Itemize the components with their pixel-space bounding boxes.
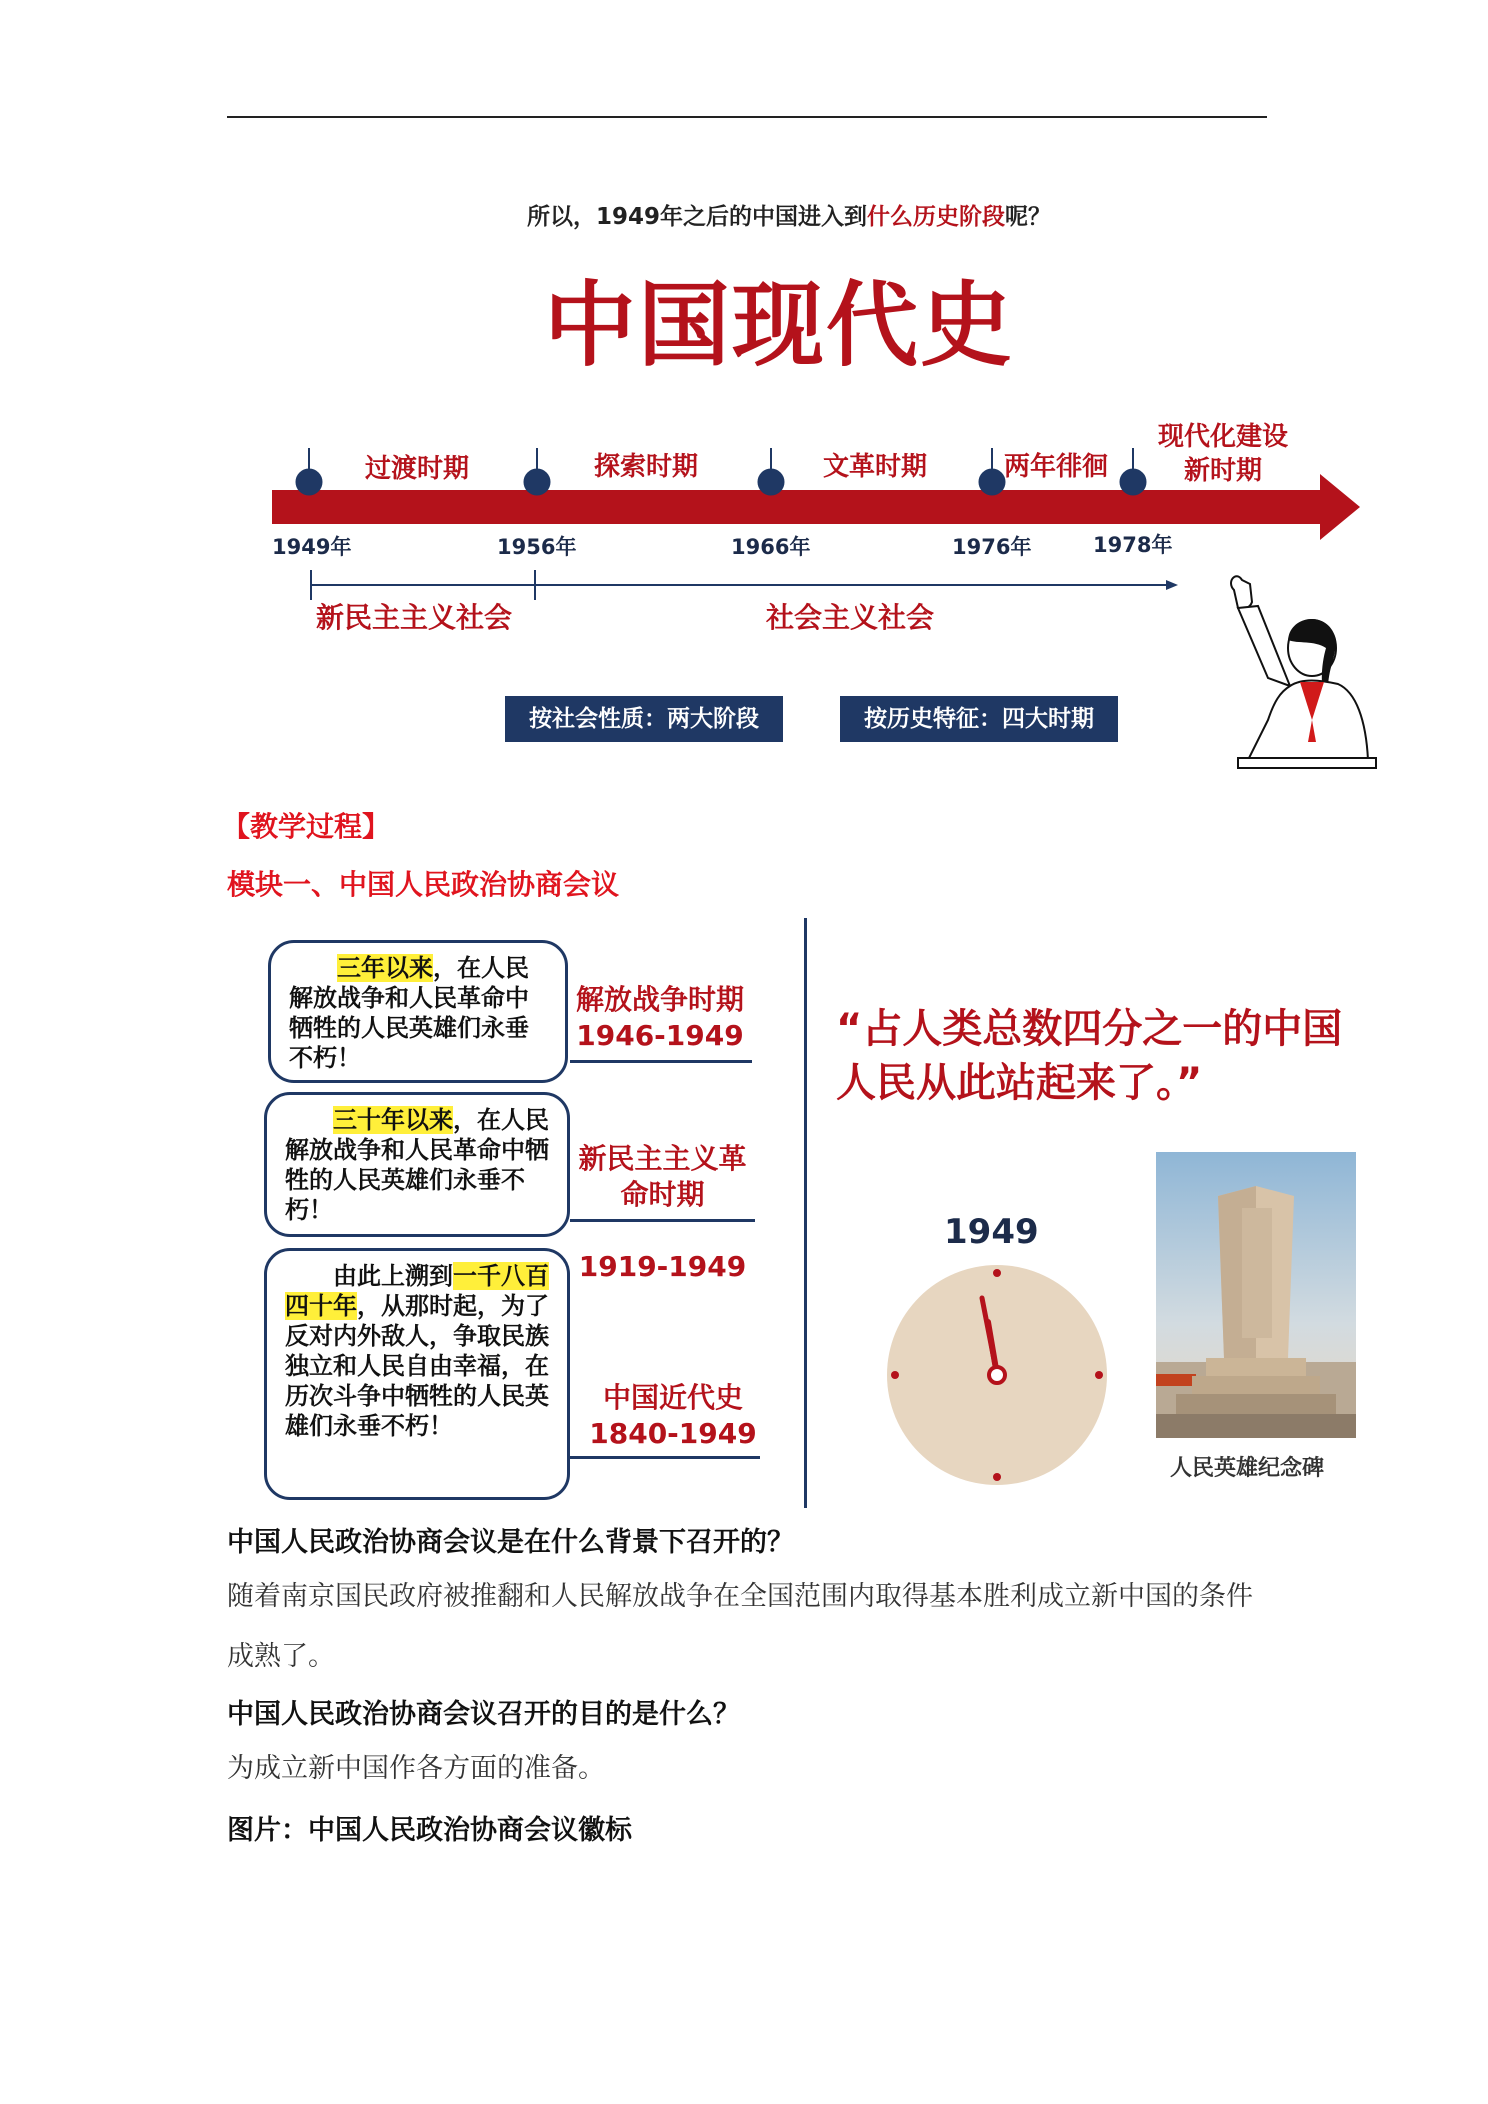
era-range: 1919-1949 — [578, 1250, 747, 1283]
figure-divider — [804, 918, 807, 1508]
image-caption: 图片：中国人民政治协商会议徽标 — [227, 1815, 632, 1846]
era-name: 中国近代史 — [602, 1381, 743, 1414]
era-liberation-war — [570, 982, 750, 1054]
box-by-nature: 按社会性质：两大阶段 — [505, 696, 783, 742]
year-label: 1956年 — [497, 535, 577, 559]
mao-quote: “占人类总数四分之一的中国 人民从此站起来了。” — [836, 1006, 1343, 1106]
period-modernization: 现代化建设 新时期 — [1158, 422, 1289, 486]
question-background: 中国人民政治协商会议是在什么背景下召开的？ — [227, 1527, 794, 1558]
era-underline — [570, 1060, 752, 1063]
answer-background: 随着南京国民政府被推翻和人民解放战争在全国范围内取得基本胜利成立新中国的条件成熟了。 — [227, 1581, 1253, 1672]
year-label: 1976年 — [952, 535, 1032, 559]
year-label: 1978年 — [1093, 533, 1173, 557]
period-transition: 过渡时期 — [365, 454, 470, 484]
year-label: 1966年 — [731, 535, 811, 559]
question-purpose: 中国人民政治协商会议召开的目的是什么？ — [227, 1699, 740, 1730]
era-new-democratic-revolution — [570, 1105, 755, 1321]
figure-question: 所以，1949年之后的中国进入到什么历史阶段呢？ — [526, 204, 1051, 230]
heading-module-one: 模块一、中国人民政治协商会议 — [227, 868, 620, 901]
period-two-years: 两年徘徊 — [1004, 452, 1109, 482]
era-modern-history — [587, 1380, 759, 1452]
society-socialist: 社会主义社会 — [766, 601, 935, 634]
era-name: 解放战争时期 — [575, 983, 744, 1016]
pioneer-girl-illustration — [1228, 570, 1378, 785]
inscription-bubble-3: 由此上溯到一千八百四十年，从那时起，为了反对内外敌人，争取民族独立和人民自由幸福，在历次斗争中牺牲的人民英雄们永垂不朽！ — [264, 1248, 570, 1500]
year-label: 1949年 — [272, 535, 352, 559]
era-range: 1840-1949 — [589, 1417, 757, 1450]
era-range: 1946-1949 — [576, 1019, 744, 1052]
heading-teaching-process: 【教学过程】 — [222, 810, 391, 843]
era-name: 新民主主义革 命时期 — [578, 1142, 747, 1211]
monument-caption: 人民英雄纪念碑 — [1170, 1456, 1325, 1481]
monument-photo — [1156, 1152, 1356, 1438]
clock-icon — [884, 1262, 1110, 1488]
era-underline — [570, 1219, 755, 1222]
era-underline — [570, 1456, 760, 1459]
society-new-democratic: 新民主主义社会 — [316, 601, 513, 634]
figure-title: 中国现代史 — [543, 272, 1014, 379]
inscription-bubble-2: 三十年以来，在人民解放战争和人民革命中牺牲的人民英雄们永垂不朽！ — [264, 1092, 570, 1237]
period-cultural-revolution: 文革时期 — [823, 452, 928, 482]
answer-purpose: 为成立新中国作各方面的准备。 — [227, 1753, 605, 1784]
inscription-bubble-1: 三年以来，在人民解放战争和人民革命中牺牲的人民英雄们永垂不朽！ — [268, 940, 568, 1083]
box-by-history: 按历史特征：四大时期 — [840, 696, 1118, 742]
clock-year: 1949 — [944, 1212, 1039, 1252]
period-exploration: 探索时期 — [594, 452, 699, 482]
